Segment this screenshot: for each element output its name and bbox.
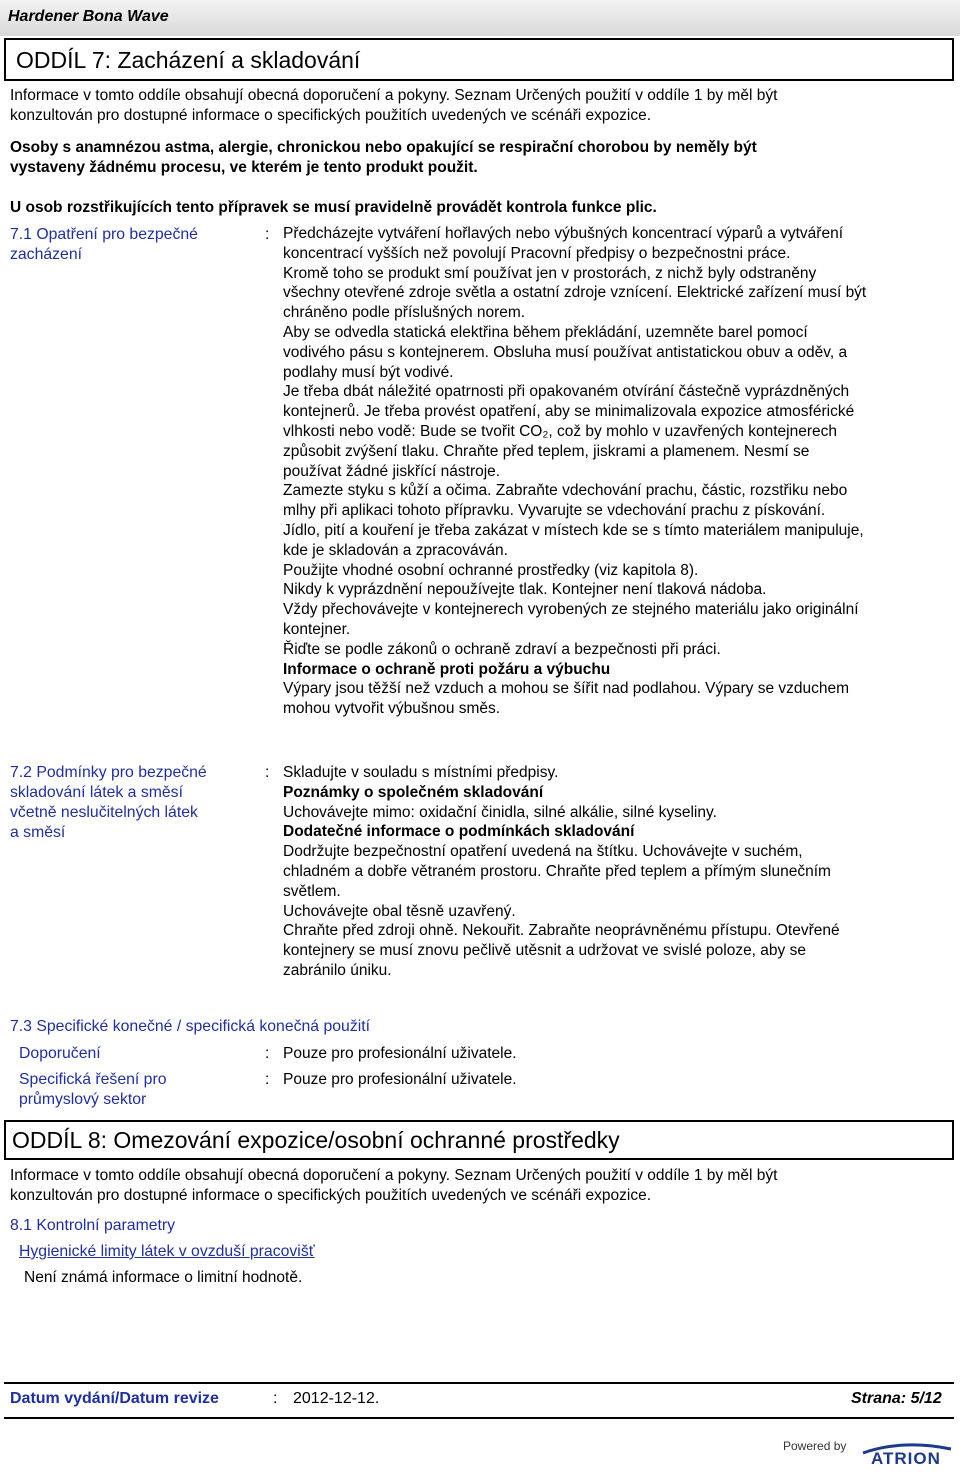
- subsection-7-2-colon: :: [265, 764, 270, 781]
- footer-colon: :: [273, 1390, 278, 1407]
- text-line: používat žádné jiskřící nástroje.: [283, 462, 501, 480]
- industrial-sector-label-line: průmyslový sektor: [19, 1091, 147, 1108]
- text-line: Skladujte v souladu s místními předpisy.: [283, 764, 559, 781]
- text-line: chladném a dobře větraném prostoru. Chraňte před teplem a přímým slunečním: [283, 862, 831, 880]
- text-line: kontejnerů. Je třeba provést opatření, aby se minimalizovala expozice atmosférické: [283, 403, 855, 421]
- exposure-limits-link[interactable]: Hygienické limity látek v ovzduší pracovišť: [19, 1243, 315, 1260]
- text-line: Vždy přechovávejte v kontejnerech vyrobených ze stejného materiálu jako originální: [283, 601, 859, 619]
- section-8-intro-line: Informace v tomto oddíle obsahují obecná doporučení a pokyny. Seznam Určených použití v oddíle 1 by měl být: [10, 1167, 778, 1184]
- footer-divider: [4, 1382, 954, 1384]
- recommendation-label: Doporučení: [19, 1045, 101, 1062]
- section-8-intro-line: konzultován pro dostupné informace o specifických použitích uvedených ve scénáři expozice.: [10, 1186, 652, 1204]
- storage-conditions-heading: Dodatečné informace o podmínkách skladování: [283, 823, 635, 841]
- text-line: podlahy musí být vodivé.: [283, 363, 454, 381]
- respiratory-warning-line: vystaveny žádnému procesu, ve kterém je tento produkt použit.: [10, 158, 478, 176]
- recommendation-value: Pouze pro profesionální uživatele.: [283, 1045, 517, 1062]
- subsection-7-2-label-line: 7.2 Podmínky pro bezpečné: [10, 764, 207, 781]
- text-line: vlhkosti nebo vodě: Bude se tvořit CO₂, což by mohlo v uzavřených kontejnerech: [283, 422, 837, 440]
- text-line: kde je skladován a zpracováván.: [283, 541, 508, 559]
- text-line: způsobit zvýšení tlaku. Chraňte před teplem, jiskrami a plamenem. Nesmí se: [283, 442, 810, 460]
- text-line: světlem.: [283, 882, 341, 900]
- text-line: kontejner.: [283, 620, 351, 638]
- atrion-brand-text: ATRION: [871, 1449, 941, 1468]
- text-line: Chraňte před zdroji ohně. Nekouřit. Zabraňte neoprávněnému přístupu. Otevřené: [283, 922, 840, 940]
- exposure-limits-text: Není známá informace o limitní hodnotě.: [24, 1269, 303, 1286]
- subsection-7-2-label: [10, 763, 207, 843]
- section-7-title: ODDÍL 7: Zacházení a skladování: [16, 47, 361, 73]
- section-7-intro: [10, 86, 950, 126]
- subsection-7-1-colon: :: [265, 226, 270, 243]
- text-line: Zamezte styku s kůží a očima. Zabraňte vdechování prachu, částic, rozstřiku nebo: [283, 482, 848, 500]
- text-line: Výpary jsou těžší než vzduch a mohou se šířit nad podlahou. Výpary se vzduchem: [283, 680, 850, 698]
- subsection-8-1-title: 8.1 Kontrolní parametry: [10, 1217, 176, 1234]
- industrial-sector-colon: :: [265, 1071, 270, 1088]
- lung-check-warning: U osob rozstřikujících tento přípravek se musí pravidelně provádět kontrola funkce plic.: [10, 199, 657, 216]
- subsection-7-1-label-line: zacházení: [10, 246, 83, 263]
- section-7-intro-line: konzultován pro dostupné informace o specifických použitích uvedených ve scénáři expozice.: [10, 106, 652, 124]
- footer-divider-bottom: [4, 1417, 954, 1419]
- subsection-7-1-label: [10, 225, 198, 265]
- text-line: Uchovávejte obal těsně uzavřený.: [283, 902, 516, 920]
- text-line: Uchovávejte mimo: oxidační činidla, silné alkálie, silné kyseliny.: [283, 803, 717, 821]
- document-header: [0, 0, 960, 36]
- subsection-7-2-label-line: a směsí: [10, 824, 66, 841]
- fire-protection-heading: Informace o ochraně proti požáru a výbuchu: [283, 660, 611, 678]
- text-line: chráněno podle příslušných norem.: [283, 304, 526, 322]
- atrion-logo: [783, 1437, 955, 1469]
- section-8-intro: [10, 1166, 950, 1206]
- text-line: vodivého pásu s kontejnerem. Obsluha musí používat antistatickou obuv a oděv, a: [283, 343, 848, 361]
- co-storage-heading: Poznámky o společném skladování: [283, 783, 544, 801]
- text-line: Řiďte se podle zákonů o ochraně zdraví a bezpečnosti při práci.: [283, 640, 721, 658]
- text-line: koncentrací vyšších než povolují Pracovní předpisy o bezpečnostni práce.: [283, 244, 791, 262]
- text-line: Aby se odvedla statická elektřina během překládání, uzemněte barel pomocí: [283, 323, 808, 341]
- section-8-title: ODDÍL 8: Omezování expozice/osobní ochranné prostředky: [12, 1127, 620, 1153]
- subsection-7-3-title: 7.3 Specifické konečné / specifická konečná použití: [10, 1018, 371, 1035]
- industrial-sector-value: Pouze pro profesionální uživatele.: [283, 1071, 517, 1088]
- section-7-intro-line: Informace v tomto oddíle obsahují obecná doporučení a pokyny. Seznam Určených použití v oddíle 1 by měl být: [10, 87, 778, 104]
- subsection-7-1-label-line: 7.1 Opatření pro bezpečné: [10, 226, 198, 243]
- section-8-heading-box: [4, 1120, 954, 1160]
- subsection-7-2-text: [283, 763, 953, 981]
- text-line: mlhy při aplikaci tohoto přípravku. Vyvarujte se vdechování prachu z pískování.: [283, 502, 826, 520]
- text-line: Použijte vhodné osobní ochranné prostředky (viz kapitola 8).: [283, 561, 699, 579]
- powered-by-text: Powered by: [783, 1439, 847, 1453]
- industrial-sector-label: [19, 1070, 167, 1110]
- text-line: Je třeba dbát náležité opatrnosti při opakovaném otvírání částečně vyprázdněných: [283, 383, 850, 401]
- text-line: kontejnery se musí znovu pečlivě utěsnit a udržovat ve svislé poloze, aby se: [283, 942, 806, 960]
- section-7-heading-box: [4, 38, 954, 81]
- text-line: Nikdy k vyprázdnění nepoužívejte tlak. Kontejner není tlaková nádoba.: [283, 581, 767, 599]
- footer-date-label: Datum vydání/Datum revize: [10, 1390, 219, 1407]
- text-line: Dodržujte bezpečnostní opatření uvedená na štítku. Uchovávejte v suchém,: [283, 843, 803, 861]
- text-line: zabránilo úniku.: [283, 961, 392, 979]
- industrial-sector-label-line: Specifická řešení pro: [19, 1071, 167, 1088]
- respiratory-warning-line: Osoby s anamnézou astma, alergie, chronickou nebo opakující se respirační chorobou by neměly být: [10, 139, 757, 156]
- respiratory-warning: [10, 138, 950, 178]
- footer-page-number: Strana: 5/12: [851, 1390, 942, 1407]
- document-title: Hardener Bona Wave: [8, 8, 169, 25]
- footer-date-value: 2012-12-12.: [293, 1390, 380, 1407]
- subsection-7-2-label-line: skladování látek a směsí: [10, 784, 183, 801]
- subsection-7-1-text: [283, 224, 953, 719]
- text-line: všechny otevřené zdroje světla a ostatní zdroje vznícení. Elektrické zařízení musí být: [283, 284, 867, 302]
- text-line: Kromě toho se produkt smí používat jen v prostorách, z nichž byly odstraněny: [283, 264, 817, 282]
- text-line: Předcházejte vytváření hořlavých nebo výbušných koncentrací výparů a vytváření: [283, 225, 844, 242]
- text-line: Jídlo, pití a kouření je třeba zakázat v místech kde se s tímto materiálem manipuluje,: [283, 521, 864, 539]
- recommendation-colon: :: [265, 1045, 270, 1062]
- text-line: mohou vytvořit výbušnou směs.: [283, 700, 501, 718]
- subsection-7-2-label-line: včetně neslučitelných látek: [10, 804, 198, 821]
